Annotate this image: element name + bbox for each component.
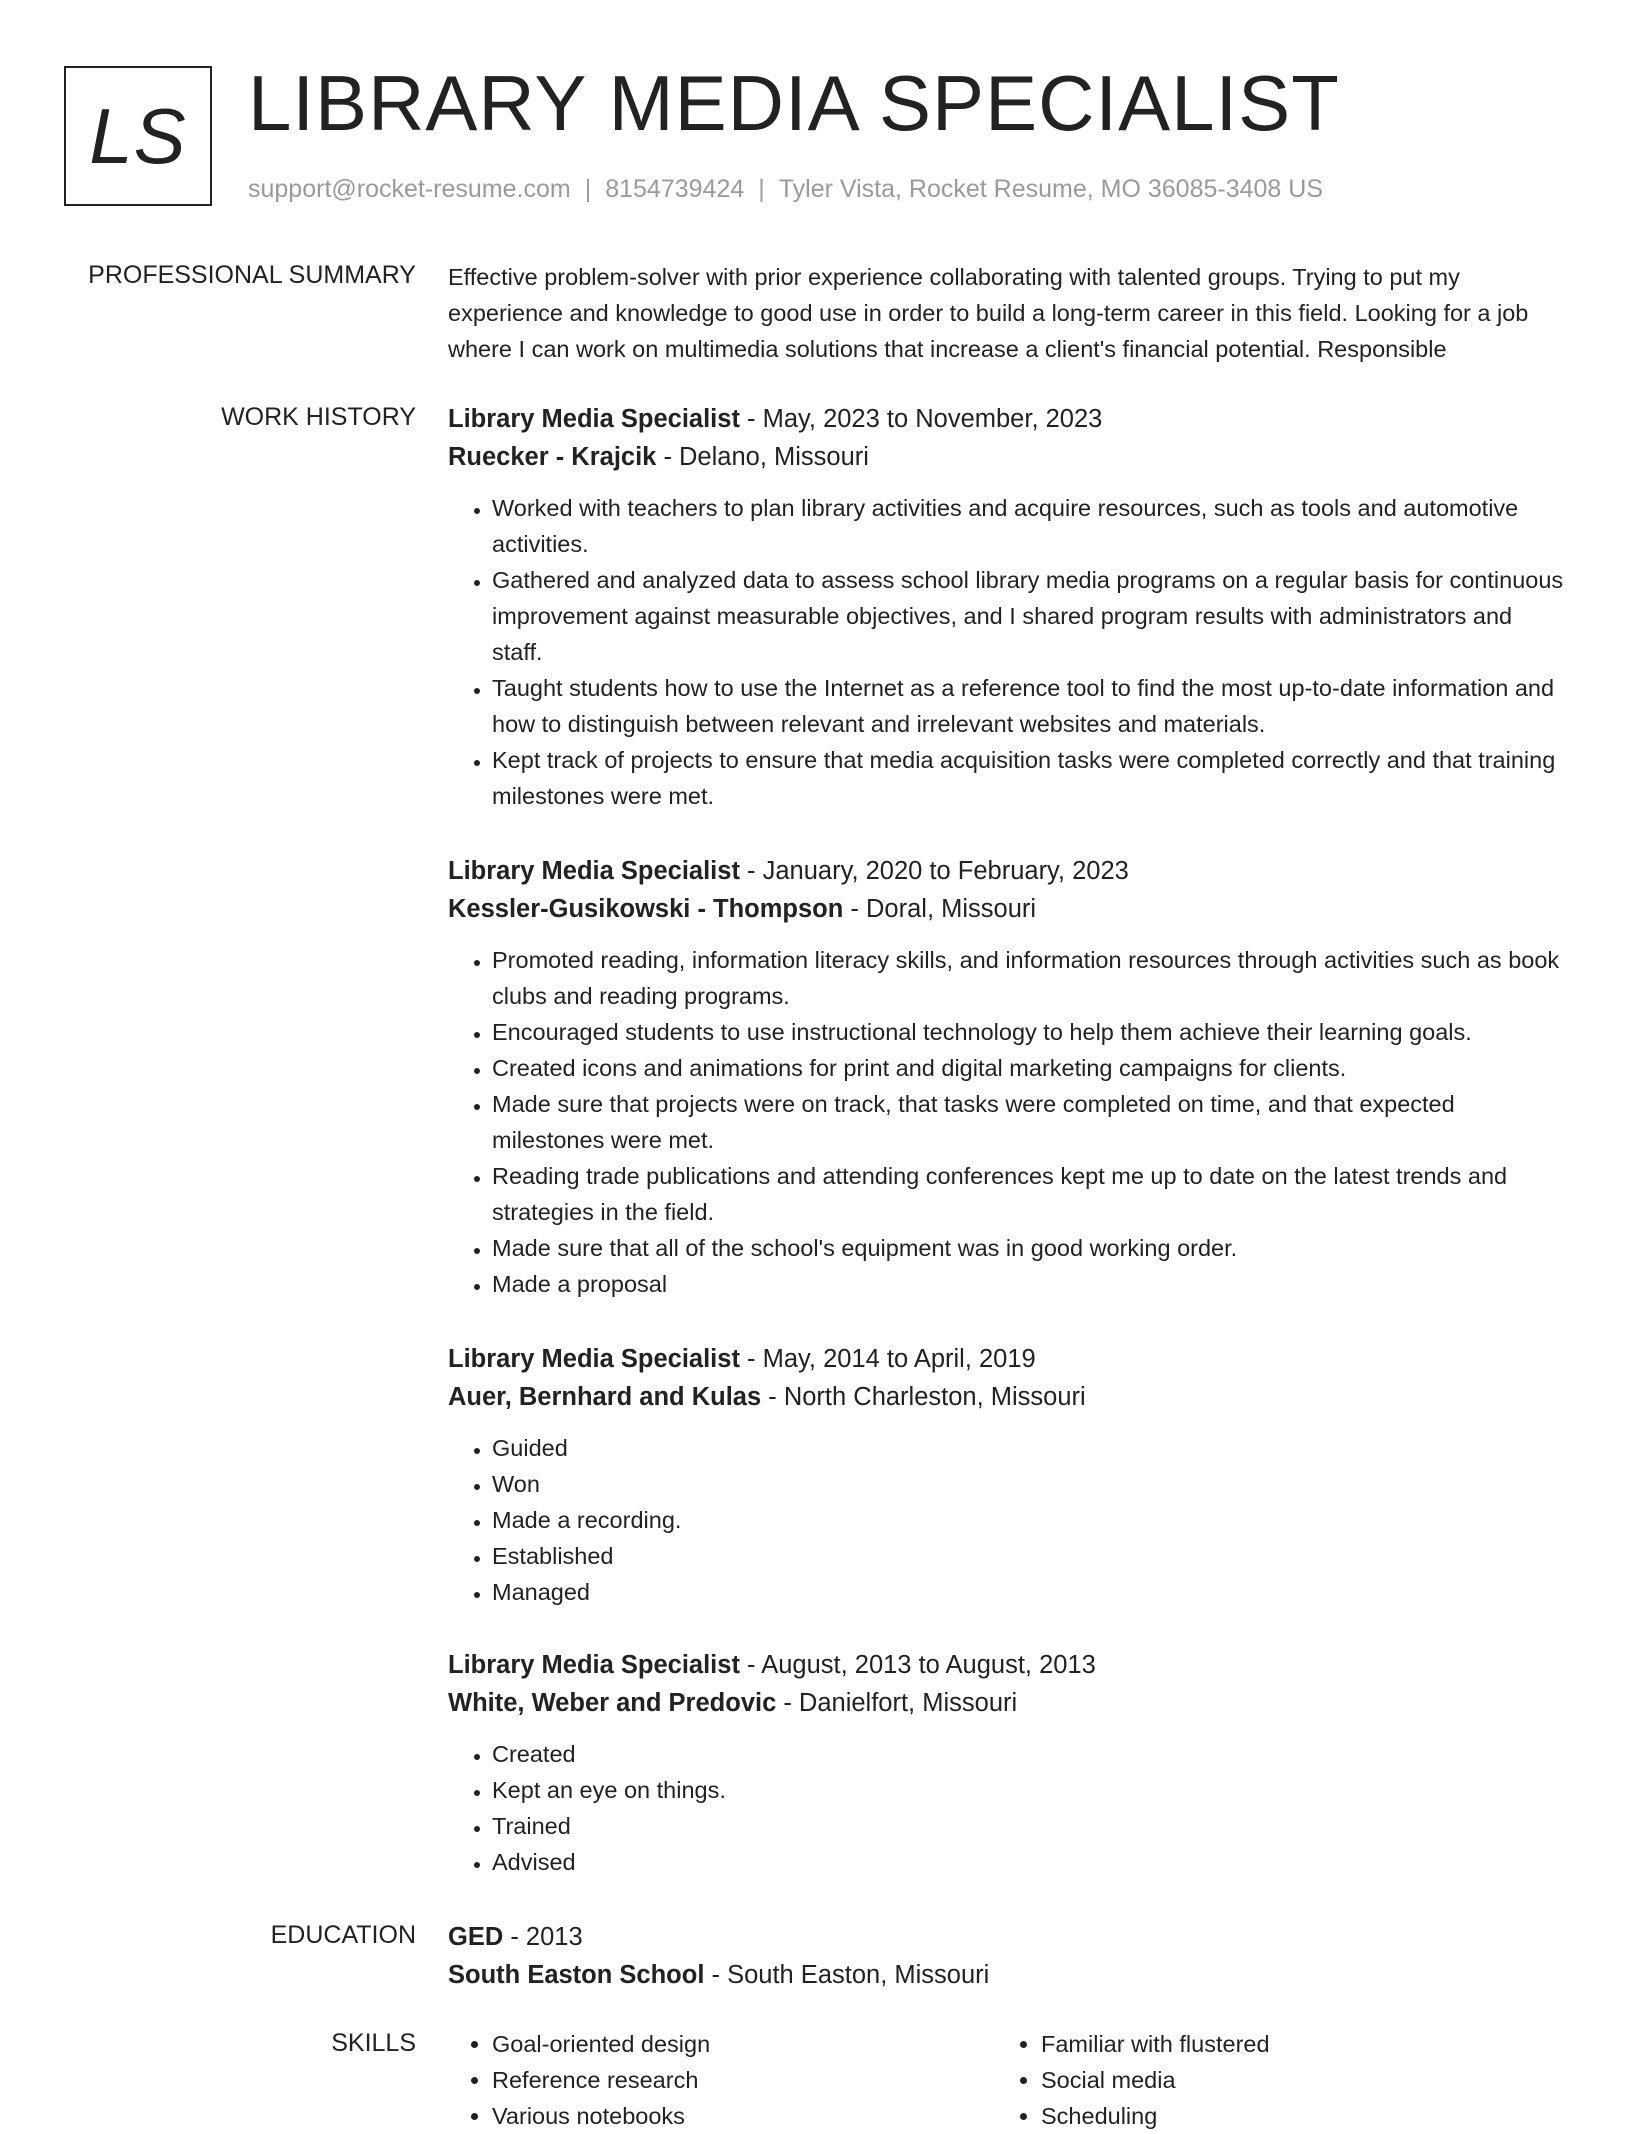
job-location: - Danielfort, Missouri (776, 1689, 1018, 1717)
job-title-line (448, 400, 1568, 438)
job-title: Library Media Specialist (448, 405, 740, 433)
skill-item: • Familiar with flustered (1041, 2026, 1546, 2062)
job-company-line (448, 1684, 1568, 1722)
job-company-line (448, 438, 1568, 476)
skill-item: • Social media (1041, 2062, 1546, 2098)
job-company-line (448, 890, 1568, 928)
job-company: Kessler-Gusikowski - Thompson (448, 895, 844, 923)
monogram-logo (64, 66, 212, 206)
skill-item: • Reference research (492, 2062, 997, 2098)
contact-separator: | (584, 175, 592, 203)
job-title: Library Media Specialist (448, 1345, 740, 1373)
job-dates: - May, 2023 to November, 2023 (739, 405, 1103, 433)
skill-item: • Various notebooks (492, 2098, 997, 2134)
education-degree-line (448, 1918, 1568, 1956)
job-entry (448, 852, 1568, 1302)
job-bullet: • Kept an eye on things. (492, 1772, 1568, 1808)
job-company: Ruecker - Krajcik (448, 443, 657, 471)
education-school-line (448, 1956, 1568, 1994)
job-bullet: • Established (492, 1538, 1568, 1574)
job-dates: - January, 2020 to February, 2023 (739, 857, 1129, 885)
job-dates: - August, 2013 to August, 2013 (739, 1651, 1096, 1679)
job-bullet: • Managed (492, 1574, 1568, 1610)
job-dates: - May, 2014 to April, 2019 (739, 1345, 1036, 1373)
job-bullet: • Guided (492, 1430, 1568, 1466)
job-title-line (448, 1340, 1568, 1378)
job-company-line (448, 1378, 1568, 1416)
job-location: - North Charleston, Missouri (761, 1383, 1086, 1411)
job-bullets (448, 1736, 1568, 1880)
education-year: - 2013 (503, 1923, 583, 1951)
contact-phone[interactable]: 8154739424 (605, 175, 745, 203)
contact-line (248, 172, 1323, 206)
resume-title: LIBRARY MEDIA SPECIALIST (248, 59, 1340, 147)
job-location: - Doral, Missouri (843, 895, 1037, 923)
contact-address: Tyler Vista, Rocket Resume, MO 36085-3408 US (778, 175, 1323, 203)
job-bullets (448, 490, 1568, 814)
job-title: Library Media Specialist (448, 1651, 740, 1679)
job-entry (448, 1340, 1568, 1610)
education-school: South Easton School (448, 1961, 705, 1989)
skills-body (448, 2026, 1568, 2134)
monogram-text: LS (89, 91, 187, 180)
job-entry (448, 400, 1568, 814)
job-bullet: • Taught students how to use the Internet as a reference tool to find the most up-to-date information and how to distinguish between relevant and irrelevant websites and materials. (492, 670, 1568, 742)
skills-heading: SKILLS (331, 2029, 416, 2057)
skills-list-right (997, 2026, 1546, 2134)
education-location: - South Easton, Missouri (704, 1961, 990, 1989)
job-bullet: • Worked with teachers to plan library activities and acquire resources, such as tools and automotive activities. (492, 490, 1568, 562)
job-bullet: • Trained (492, 1808, 1568, 1844)
summary-heading: PROFESSIONAL SUMMARY (88, 261, 416, 289)
job-title-line (448, 852, 1568, 890)
job-bullet: • Created icons and animations for print and digital marketing campaigns for clients. (492, 1050, 1568, 1086)
job-bullet: • Gathered and analyzed data to assess school library media programs on a regular basis for continuous improvement against measurable objectives, and I shared program results with administrators and staff. (492, 562, 1568, 670)
skill-item: • Scheduling (1041, 2098, 1546, 2134)
job-location: - Delano, Missouri (656, 443, 869, 471)
job-bullet: • Made a recording. (492, 1502, 1568, 1538)
contact-separator: | (758, 175, 765, 203)
job-bullet: • Made sure that all of the school's equipment was in good working order. (492, 1230, 1568, 1266)
skill-item: • Goal-oriented design (492, 2026, 997, 2062)
education-degree: GED (448, 1923, 504, 1951)
job-title: Library Media Specialist (448, 857, 740, 885)
job-company: White, Weber and Predovic (448, 1689, 777, 1717)
job-bullets (448, 942, 1568, 1302)
summary-text: Effective problem-solver with prior experience collaborating with talented groups. Trying to put my experience and knowledge to good use in order to build a long-term career in this field. Looking for a job where I can work on multimedia solutions that increase a client's financial potential. Responsible (448, 264, 1529, 362)
job-bullet: • Reading trade publications and attending conferences kept me up to date on the latest trends and strategies in the field. (492, 1158, 1568, 1230)
job-bullet: • Made sure that projects were on track, that tasks were completed on time, and that expected milestones were met. (492, 1086, 1568, 1158)
job-bullets (448, 1430, 1568, 1610)
contact-email[interactable]: support@rocket-resume.com (248, 175, 571, 203)
education-body (448, 1918, 1568, 1994)
summary-body (448, 259, 1568, 367)
skills-columns (448, 2026, 1568, 2134)
work-history-heading: WORK HISTORY (221, 403, 416, 431)
job-bullet: • Advised (492, 1844, 1568, 1880)
job-bullet: • Promoted reading, information literacy skills, and information resources through activities such as book clubs and reading programs. (492, 942, 1568, 1014)
education-heading: EDUCATION (270, 1921, 416, 1949)
job-company: Auer, Bernhard and Kulas (448, 1383, 762, 1411)
skills-section (0, 2026, 1632, 2129)
job-bullet: • Won (492, 1466, 1568, 1502)
job-bullet: • Kept track of projects to ensure that media acquisition tasks were completed correctly and that training milestones were met. (492, 742, 1568, 814)
job-title-line (448, 1646, 1568, 1684)
job-bullet: • Encouraged students to use instructional technology to help them achieve their learning goals. (492, 1014, 1568, 1050)
job-entry (448, 1646, 1568, 1880)
job-bullet: • Created (492, 1736, 1568, 1772)
skills-list-left (448, 2026, 997, 2134)
job-bullet: • Made a proposal (492, 1266, 1568, 1302)
